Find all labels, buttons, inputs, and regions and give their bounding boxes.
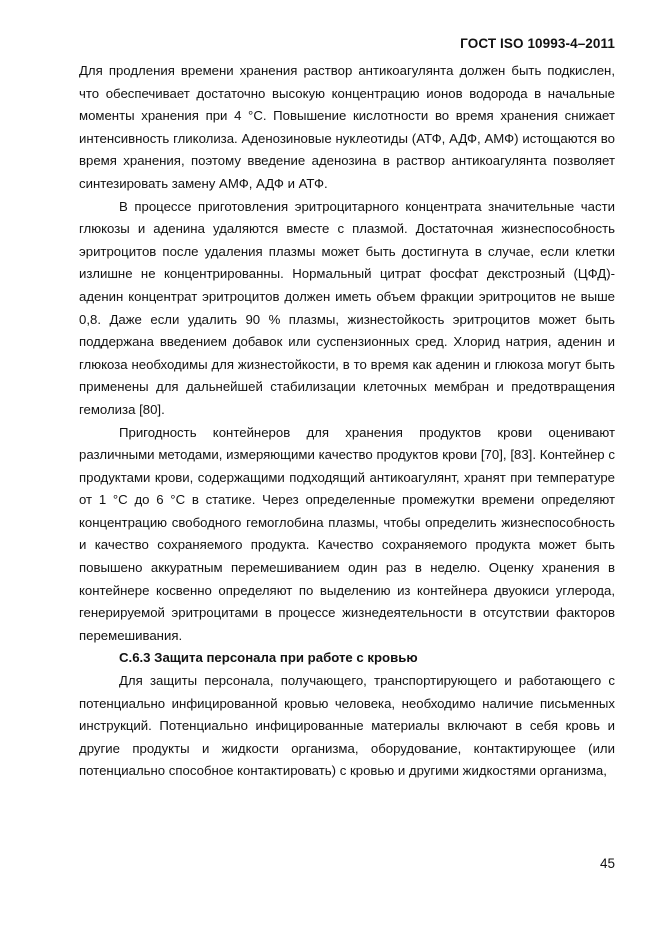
paragraph-personnel-protection: Для защиты персонала, получающего, транспортирующего и работающего с потенциально инфицированной кровью человека, необходимо наличие письменных инструкций. Потенциально инфицированные материалы включают в себя кровь и другие продукты и жидкости организма, оборудование, контактирующее (или потенциально способное контактировать) с кровью и другими жидкостями организма, (79, 673, 615, 779)
page-content (79, 60, 615, 783)
paragraph-erythrocyte-concentrate: В процессе приготовления эритроцитарного концентрата значительные части глюкозы и аденина удаляются вместе с плазмой. Достаточная жизнеспособность эритроцитов после удаления плазмы может быть достигнута в случае, если клетки излишне не концентрированны. Нормальный цитрат фосфат декстрозный (ЦФД)-аденин концентрат эритроцитов должен иметь объем фракции эритроцитов не выше 0,8. Даже если удалить 90 % плазмы, жизнестойкость эритроцитов может быть поддержана введением добавок или суспензионных сред. Хлорид натрия, аденин и глюкоза необходимы для жизнестойкости, в то время как аденин и глюкоза могут быть применены для дальнейшей стабилизации клеточных мембран и предотвращения гемолиза [80]. (79, 198, 615, 417)
paragraph-container-suitability: Пригодность контейнеров для хранения продуктов крови оценивают различными методами, измеряющими качество продуктов крови [70], [83]. Контейнер с продуктами крови, содержащими подходящий антикоагулянт, хранят при температуре от 1 °С до 6 °С в статике. Через определенные промежутки времени определяют концентрацию свободного гемоглобина плазмы, чтобы определить жизнеспособность и качество сохраняемого продукта. Качество сохраняемого продукта может быть повышено аккуратным перемешиванием один раз в неделю. Оценку хранения в контейнере косвенно определяют по выделению из контейнера двуокиси углерода, генерируемой эритроцитами в процессе жизнедеятельности в отсутствии факторов перемешивания. (79, 424, 615, 643)
section-heading: С.6.3 Защита персонала при работе с кровью (119, 650, 418, 666)
page-number: 45 (599, 856, 615, 871)
page-header: ГОСТ ISO 10993-4–2011 (460, 36, 615, 51)
paragraph-anticoagulant: Для продления времени хранения раствор антикоагулянта должен быть подкислен, что обеспечивает достаточно высокую концентрацию ионов водорода в начальные моменты хранения при 4 °С. Повышение кислотности во время хранения снижает интенсивность гликолиза. Аденозиновые нуклеотиды (АТФ, АДФ, АМФ) истощаются во время хранения, поэтому введение аденозина в раствор антикоагулянта позволяет синтезировать замену АМФ, АДФ и АТФ. (79, 63, 615, 191)
